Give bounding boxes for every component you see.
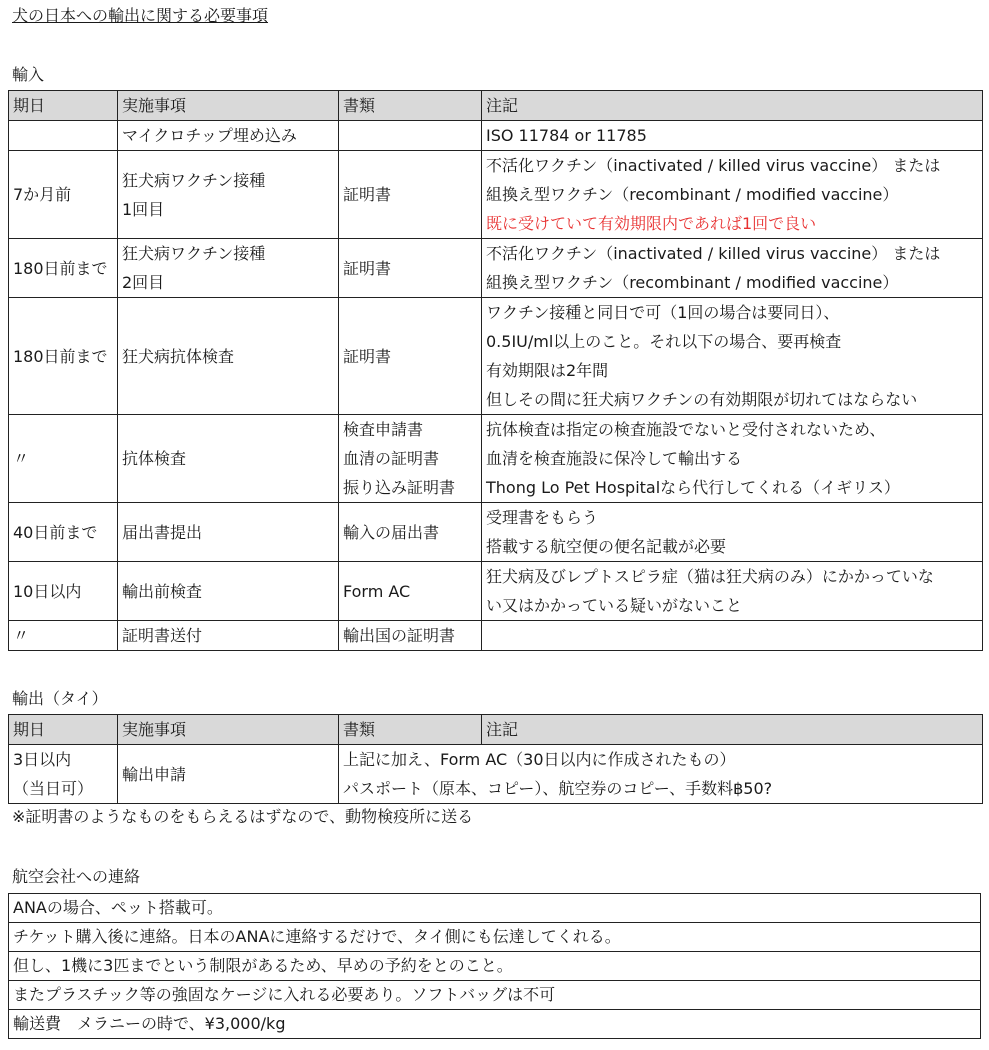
import-notes-cell (482, 151, 983, 239)
import-deadline-cell (9, 503, 118, 562)
import-action-line: 輸出前検査 (122, 581, 203, 601)
import-documents-line: Form AC (343, 581, 411, 601)
airline-section-label: 航空会社への連絡 (12, 867, 141, 886)
import-documents-line: 輸入の届出書 (343, 522, 440, 542)
airline-row (9, 981, 981, 1010)
export-deadline-line: 3日以内 (13, 750, 72, 769)
import-row (9, 298, 983, 415)
export-header-notes: 注記 (482, 715, 983, 745)
import-notes-line: い又はかかっている疑いがないこと (486, 596, 743, 615)
import-deadline-line (13, 121, 113, 150)
import-notes-line: 不活化ワクチン（inactivated / killed virus vaccine） または (486, 244, 941, 263)
import-documents-line: 血清の証明書 (343, 449, 440, 468)
import-deadline-cell (9, 415, 118, 503)
import-action-line: 狂犬病ワクチン接種 (122, 244, 266, 263)
import-action-cell (118, 239, 339, 298)
export-action-cell (118, 745, 339, 804)
import-header-deadline: 期日 (9, 91, 118, 121)
import-deadline-cell (9, 239, 118, 298)
import-action-cell (118, 121, 339, 151)
import-action-line: 証明書送付 (122, 626, 203, 645)
import-action-cell (118, 621, 339, 651)
import-notes-line: 狂犬病及びレプトスピラ症（猫は狂犬病のみ）にかかっていな (486, 567, 934, 586)
import-section-label: 輸入 (12, 65, 45, 84)
airline-row-text: チケット購入後に連絡。日本のANAに連絡するだけで、タイ側にも伝達してくれる。 (9, 923, 981, 952)
import-action-line: 届出書提出 (122, 522, 203, 542)
import-deadline-line: 7か月前 (13, 185, 72, 204)
import-notes-line: 組換え型ワクチン（recombinant / modified vaccine） (486, 185, 899, 204)
import-documents-line: 証明書 (343, 185, 392, 204)
import-header-notes: 注記 (482, 91, 983, 121)
export-header-documents: 書類 (339, 715, 482, 745)
import-notes-cell (482, 562, 983, 621)
import-row (9, 503, 983, 562)
import-documents-cell (339, 121, 482, 151)
import-notes-line: Thong Lo Pet Hospitalなら代行してくれる（イギリス） (486, 478, 900, 497)
export-action-line: 輸出申請 (122, 764, 187, 784)
export-header-action: 実施事項 (118, 715, 339, 745)
export-section-label: 輸出（タイ） (12, 689, 108, 708)
import-documents-cell (339, 562, 482, 621)
export-table (8, 714, 983, 804)
airline-row-text: 輸送費 メラニーの時で、¥3,000/kg (9, 1010, 981, 1039)
import-action-line: 2回目 (122, 273, 165, 292)
airline-row (9, 923, 981, 952)
import-deadline-line: 〃 (13, 626, 30, 645)
export-header-row (9, 715, 983, 745)
import-notes-line: 但しその間に狂犬病ワクチンの有効期限が切れてはならない (486, 390, 918, 409)
import-action-line: 狂犬病ワクチン接種 (122, 170, 266, 190)
import-action-cell (118, 415, 339, 503)
import-action-line: マイクロチップ埋め込み (122, 126, 297, 145)
export-row (9, 745, 983, 804)
import-documents-line: 輸出国の証明書 (343, 626, 456, 645)
airline-row-text: またプラスチック等の強固なケージに入れる必要あり。ソフトバッグは不可 (9, 981, 981, 1010)
import-row (9, 239, 983, 298)
import-deadline-line: 〃 (13, 449, 30, 468)
import-row (9, 151, 983, 239)
import-header-documents: 書類 (339, 91, 482, 121)
import-deadline-cell (9, 298, 118, 415)
import-notes-line: 抗体検査は指定の検査施設でないと受付されないため、 (486, 420, 886, 439)
import-notes-line: ISO 11784 or 11785 (486, 126, 647, 145)
export-merged-notes-cell (339, 745, 983, 804)
import-action-cell (118, 562, 339, 621)
import-action-line: 抗体検査 (122, 449, 187, 468)
import-action-cell (118, 298, 339, 415)
export-header-deadline: 期日 (9, 715, 118, 745)
import-action-cell (118, 151, 339, 239)
import-row (9, 621, 983, 651)
import-notes-line: 不活化ワクチン（inactivated / killed virus vaccine） または (486, 156, 941, 175)
import-deadline-line: 180日前まで (13, 258, 108, 278)
import-documents-cell (339, 239, 482, 298)
export-deadline-cell (9, 745, 118, 804)
export-note-line: パスポート（原本、コピー）、航空券のコピー、手数料฿50? (343, 779, 773, 798)
import-notes-cell (482, 121, 983, 151)
import-notes-cell (482, 239, 983, 298)
import-documents-line (343, 121, 477, 150)
document-title: 犬の日本への輸出に関する必要事項 (12, 6, 269, 25)
airline-row-text: ANAの場合、ペット搭載可。 (9, 894, 981, 923)
import-notes-cell (482, 298, 983, 415)
import-action-line: 狂犬病抗体検査 (122, 346, 235, 366)
import-documents-line: 振り込み証明書 (343, 478, 456, 497)
import-deadline-cell (9, 621, 118, 651)
import-documents-line: 検査申請書 (343, 420, 424, 439)
import-notes-line: 受理書をもらう (486, 508, 599, 527)
airline-row (9, 894, 981, 923)
import-deadline-cell (9, 121, 118, 151)
export-note-line: 上記に加え、Form AC（30日以内に作成されたもの） (343, 750, 736, 769)
import-documents-cell (339, 298, 482, 415)
import-notes-line: 血清を検査施設に保冷して輸出する (486, 449, 743, 468)
airline-row (9, 1010, 981, 1039)
import-notes-cell (482, 415, 983, 503)
import-table (8, 90, 983, 651)
import-notes-line: 有効期限は2年間 (486, 361, 609, 380)
import-notes-line: 組換え型ワクチン（recombinant / modified vaccine） (486, 273, 899, 292)
import-header-action: 実施事項 (118, 91, 339, 121)
import-documents-line: 証明書 (343, 258, 392, 278)
import-row (9, 415, 983, 503)
export-footnote: ※証明書のようなものをもらえるはずなので、動物検疫所に送る (12, 807, 474, 826)
import-deadline-cell (9, 562, 118, 621)
import-deadline-line: 10日以内 (13, 581, 82, 601)
import-row (9, 121, 983, 151)
export-deadline-line: （当日可） (13, 779, 94, 798)
airline-row-text: 但し、1機に3匹までという制限があるため、早めの予約をとのこと。 (9, 952, 981, 981)
airline-table (8, 893, 981, 1039)
import-notes-line: ワクチン接種と同日で可（1回の場合は要同日）、 (486, 303, 840, 322)
import-notes-line: 0.5IU/ml以上のこと。それ以下の場合、要再検査 (486, 332, 842, 351)
import-header-row (9, 91, 983, 121)
import-notes-cell (482, 503, 983, 562)
import-notes-line (486, 621, 978, 650)
import-documents-cell (339, 503, 482, 562)
import-documents-line: 証明書 (343, 346, 392, 366)
import-notes-line: 搭載する航空便の便名記載が必要 (486, 537, 727, 556)
import-notes-cell (482, 621, 983, 651)
import-documents-cell (339, 415, 482, 503)
import-action-cell (118, 503, 339, 562)
airline-row (9, 952, 981, 981)
import-deadline-line: 180日前まで (13, 346, 108, 366)
import-documents-cell (339, 151, 482, 239)
import-row (9, 562, 983, 621)
import-deadline-line: 40日前まで (13, 522, 98, 542)
import-notes-warning-line: 既に受けていて有効期限内であれば1回で良い (486, 214, 817, 233)
import-documents-cell (339, 621, 482, 651)
import-action-line: 1回目 (122, 199, 165, 219)
import-deadline-cell (9, 151, 118, 239)
